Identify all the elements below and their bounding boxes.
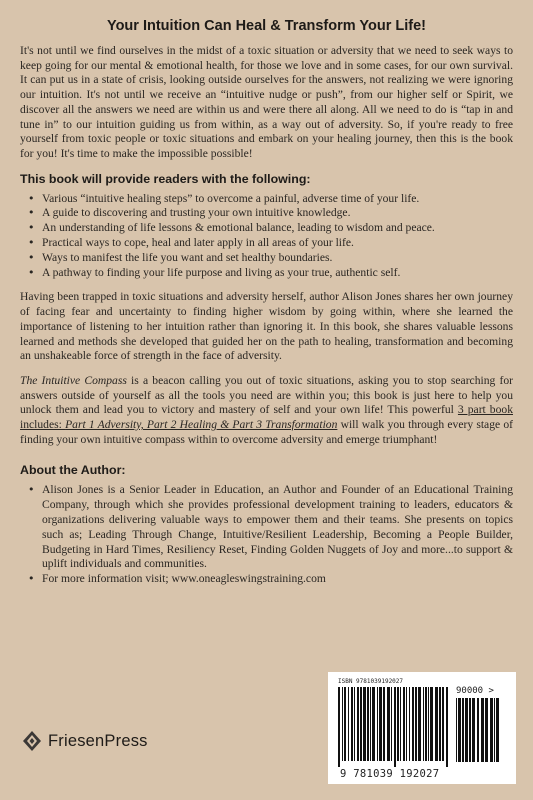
- intro-paragraph: It's not until we find ourselves in the midst of a toxic situation or adversity that we need to seek ways to keep going for our mental & emotional health, for those we love and in some cases, for our own survival. It can put us in a state of crisis, looking outside ourselves for the answers, not realizing we were ignoring our intuition. It's not until we receive an “intuitive nudge or push”, from our higher self or Spirit, we discover all the answers we need are within us and were there all along. All we need to do is “tap in and tune in” to our intuition guiding us from within, as a way out of adversity. So, if you're ready to free yourself from toxic people or toxic situations and embark on your healing journey, then this is the book for you! It's time to make the impossible possible!: [20, 44, 513, 160]
- barcode-bar: [342, 687, 343, 761]
- barcode-bar: [446, 687, 448, 767]
- isbn-label: ISBN 9781039192027: [338, 678, 404, 685]
- barcode-bar: [383, 687, 385, 761]
- barcode-bar: [481, 698, 484, 762]
- list-item: • Ways to manifest the life you want and set healthy boundaries.: [28, 251, 513, 266]
- barcode-bar: [458, 698, 461, 762]
- barcode-bars: [338, 687, 450, 767]
- barcode-bar: [418, 687, 421, 761]
- barcode-bar: [360, 687, 362, 761]
- parts-underlined-list: Part 1 Adversity, Part 2 Healing & Part 3 Transformation: [65, 418, 338, 432]
- barcode-bar: [435, 687, 438, 761]
- barcode-bar: [367, 687, 369, 761]
- cover-title: Your Intuition Can Heal & Transform Your Life!: [106, 18, 427, 34]
- barcode-bar: [377, 687, 378, 761]
- compass-paragraph: [20, 374, 513, 448]
- barcode-bar: [379, 687, 382, 761]
- barcode-bar: [496, 698, 499, 762]
- barcode-bar: [354, 687, 355, 761]
- list-item: • An understanding of life lessons & emotional balance, leading to wisdom and peace.: [28, 221, 513, 236]
- barcode-bar: [409, 687, 410, 761]
- list-item: • A pathway to finding your life purpose and living as your true, authentic self.: [28, 266, 513, 281]
- barcode-bar: [477, 698, 479, 762]
- parts-underlined-intro: 3 part book includes:: [20, 403, 513, 432]
- barcode-bar: [400, 687, 401, 761]
- provides-list: [20, 192, 513, 281]
- barcode-bar: [363, 687, 366, 761]
- barcode-bar: [465, 698, 468, 762]
- barcode-bar: [412, 687, 414, 761]
- barcode-addon-bars: [456, 698, 502, 762]
- barcode-bar: [370, 687, 371, 761]
- list-item: • Practical ways to cope, heal and later apply in all areas of your life.: [28, 236, 513, 251]
- barcode-bar: [357, 687, 359, 761]
- barcode-bar: [425, 687, 427, 761]
- barcode-bar: [485, 698, 488, 762]
- barcode-bar: [394, 687, 396, 767]
- barcode-bar: [351, 687, 353, 761]
- barcode-bar: [423, 687, 424, 761]
- barcode: [328, 672, 516, 784]
- list-item: • Alison Jones is a Senior Leader in Education, an Author and Founder of an Educational Training Company, through which she provides professional development training to leaders, educators & organizations delivering valuable ways to empower them and their teams. She presents on topics such as; Leading Through Change, Intuitive/Resilient Leadership, Becoming a People Builder, Budgeting in Hard Times, Resiliency Reset, Finding Golden Nuggets of Joy and more...to support & uplift individuals and communities.: [28, 483, 513, 572]
- friesenpress-logo-icon: [22, 730, 42, 752]
- barcode-bar: [344, 687, 346, 761]
- price-code: 90000 >: [456, 686, 494, 696]
- barcode-bar: [372, 687, 375, 761]
- barcode-bar: [397, 687, 399, 761]
- barcode-bar: [348, 687, 349, 761]
- provides-heading: This book will provide readers with the following:: [20, 171, 311, 186]
- list-item: • Various “intuitive healing steps” to overcome a painful, adverse time of your life.: [28, 192, 513, 207]
- barcode-bar: [494, 698, 495, 762]
- about-list: [20, 483, 513, 587]
- barcode-bar: [406, 687, 407, 761]
- barcode-bar: [439, 687, 441, 761]
- compass-text-b: will walk you through every stage of finding your own intuitive compass within to overcome adversity and emerge triumphant!: [20, 418, 513, 446]
- barcode-bar: [442, 687, 444, 761]
- barcode-bar: [469, 698, 471, 762]
- barcode-bar: [338, 687, 340, 767]
- barcode-bar: [456, 698, 457, 762]
- barcode-bar: [415, 687, 417, 761]
- barcode-bar: [403, 687, 405, 761]
- publisher-logo: [22, 730, 148, 752]
- barcode-bar: [462, 698, 464, 762]
- isbn-digits: 9 781039 192027: [340, 768, 440, 780]
- about-heading: About the Author:: [20, 463, 126, 478]
- book-title-italic: The Intuitive Compass: [20, 373, 127, 387]
- journey-paragraph: Having been trapped in toxic situations and adversity herself, author Alison Jones shares her own journey of facing fear and uncertainty to finding higher wisdom by going within, where she learned the importance of listening to her intuition rather than ignoring it. In this book, she shares valuable lessons learned and methods she developed that guided her on the path to healing, transformation and becoming an unshakeable force of strength in the face of adversity.: [20, 290, 513, 363]
- list-item: • For more information visit; www.oneagleswingstraining.com: [28, 572, 513, 587]
- compass-text-a: is a beacon calling you out of toxic situations, asking you to stop searching for answers outside of yourself as all the tools you need are within you; this book is just here to help you unlock them and lead you to victory and mastery of self and your own life! This powerful: [20, 373, 513, 417]
- list-item: • A guide to discovering and trusting your own intuitive knowledge.: [28, 206, 513, 221]
- barcode-bar: [490, 698, 493, 762]
- barcode-bar: [391, 687, 392, 761]
- barcode-bar: [428, 687, 429, 761]
- barcode-bar: [430, 687, 433, 761]
- publisher-name: FriesenPress: [48, 731, 148, 750]
- barcode-bar: [472, 698, 475, 762]
- barcode-bar: [387, 687, 390, 761]
